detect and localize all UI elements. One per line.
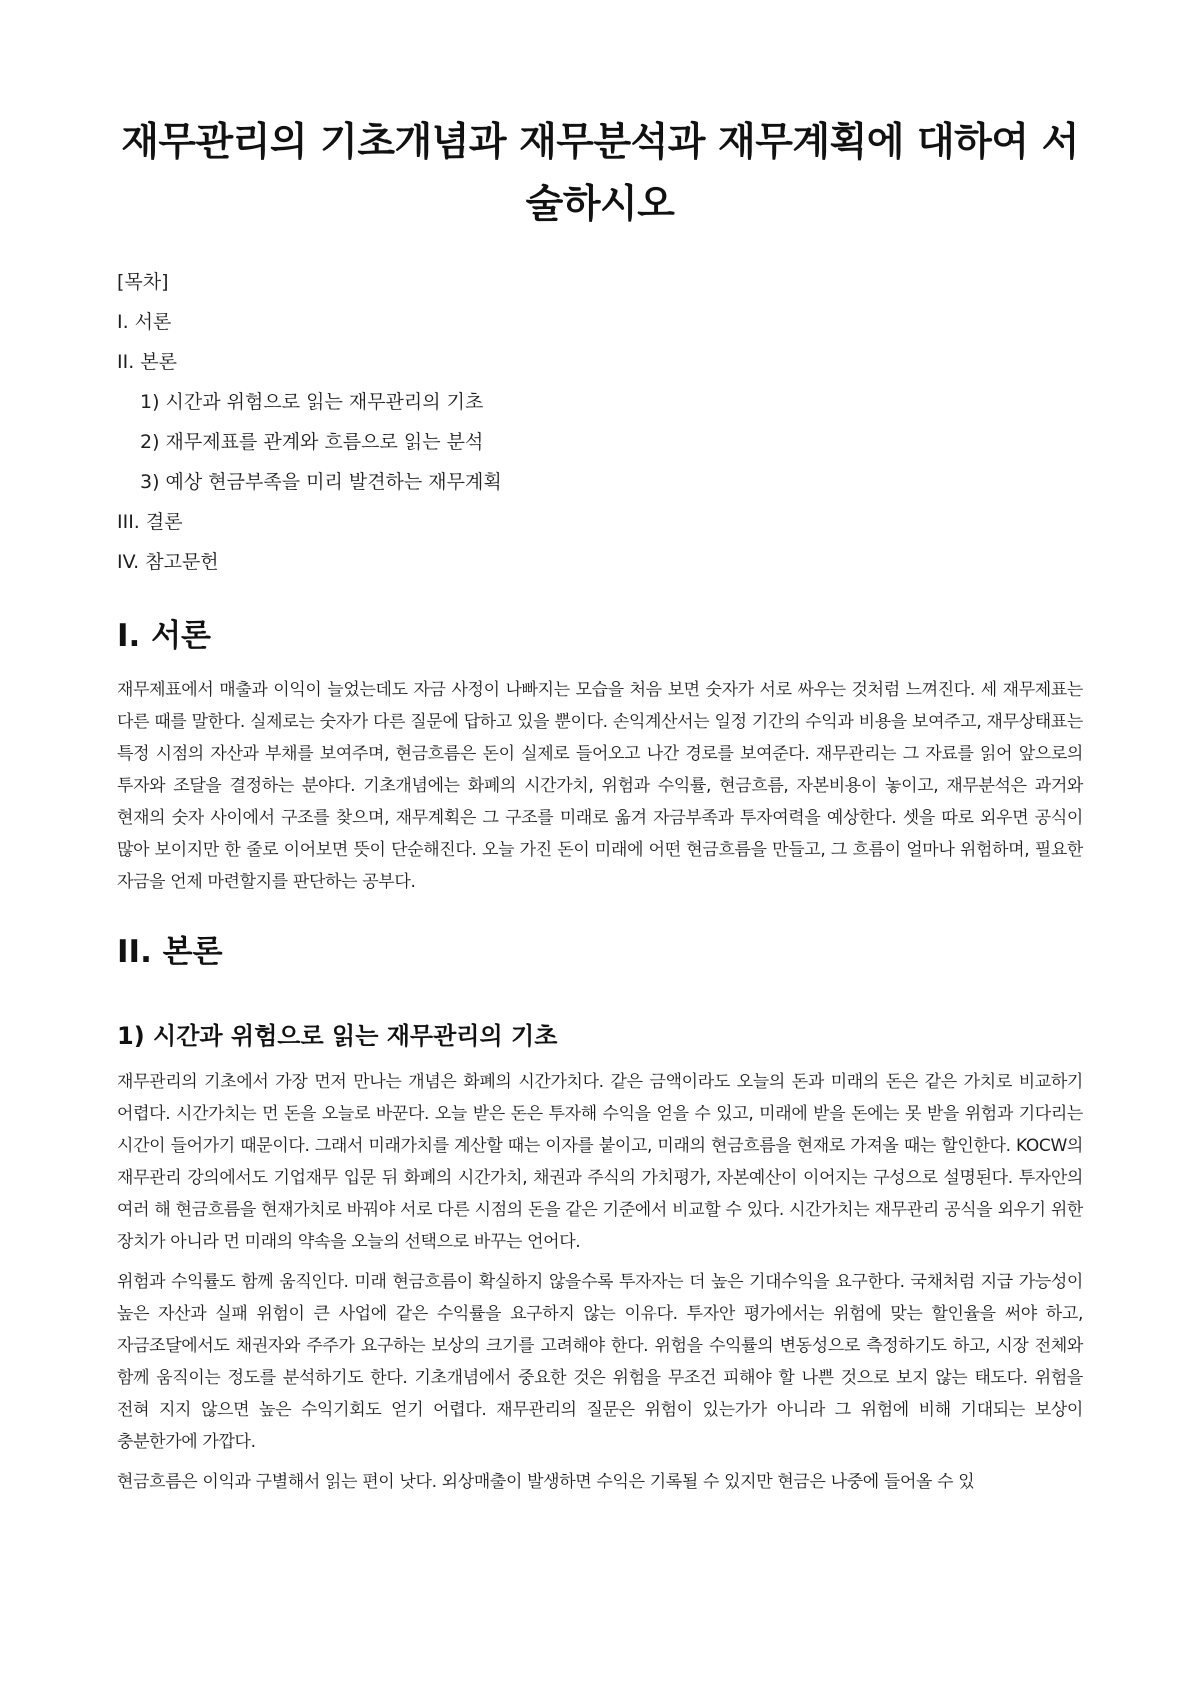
body-paragraph: 재무관리의 기초에서 가장 먼저 만나는 개념은 화폐의 시간가치다. 같은 금액이라도 오늘의 돈과 미래의 돈은 같은 가치로 비교하기 어렵다. 시간가치는 먼 돈을 오늘로 바꾼다. 오늘 받은 돈은 투자해 수익을 얻을 수 있고, 미래에 받을 돈에는 못 받을 위험과 기다리는 시간이 들어가기 때문이다. 그래서 미래가치를 계산할 때는 이자를 붙이고, 미래의 현금흐름을 현재로 가져올 때는 할인한다. KOCW의 재무관리 강의에서도 기업재무 입문 뒤 화폐의 시간가치, 채권과 주식의 가치평가, 자본예산이 이어지는 구성으로 설명된다. 투자안의 여러 해 현금흐름을 현재가치로 바꿔야 서로 다른 시점의 돈을 같은 기준에서 비교할 수 있다. 시간가치는 재무관리 공식을 외우기 위한 장치가 아니라 먼 미래의 약속을 오늘의 선택으로 바꾸는 언어다. [117,1072,1083,1252]
body-paragraph: 현금흐름은 이익과 구별해서 읽는 편이 낫다. 외상매출이 발생하면 수익은 기록될 수 있지만 현금은 나중에 들어올 수 있 [117,1472,975,1492]
toc-item-body-1: 1) 시간과 위험으로 읽는 재무관리의 기초 [140,391,484,413]
toc-item-conclusion: III. 결론 [117,511,183,533]
toc-item-references: IV. 참고문헌 [117,551,219,573]
section-heading-introduction: I. 서론 [117,618,211,654]
intro-paragraph: 재무제표에서 매출과 이익이 늘었는데도 자금 사정이 나빠지는 모습을 처음 보면 숫자가 서로 싸우는 것처럼 느껴진다. 세 재무제표는 다른 때를 말한다. 실제로는 숫자가 다른 질문에 답하고 있을 뿐이다. 손익계산서는 일정 기간의 수익과 비용을 보여주고, 재무상태표는 특정 시점의 자산과 부채를 보여주며, 현금흐름은 돈이 실제로 들어오고 나간 경로를 보여준다. 재무관리는 그 자료를 읽어 앞으로의 투자와 조달을 결정하는 분야다. 기초개념에는 화폐의 시간가치, 위험과 수익률, 현금흐름, 자본비용이 놓이고, 재무분석은 과거와 현재의 숫자 사이에서 구조를 찾으며, 재무계획은 그 구조를 미래로 옮겨 자금부족과 투자여력을 예상한다. 셋을 따로 외우면 공식이 많아 보이지만 한 줄로 이어보면 뜻이 단순해진다. 오늘 가진 돈이 미래에 어떤 현금흐름을 만들고, 그 흐름이 얼마나 위험하며, 필요한 자금을 언제 마련할지를 판단하는 공부다. [117,680,1083,892]
toc-item-body-3: 3) 예상 현금부족을 미리 발견하는 재무계획 [140,471,502,493]
toc-item-introduction: I. 서론 [117,311,172,333]
toc-item-body-2: 2) 재무제표를 관계와 흐름으로 읽는 분석 [140,431,484,453]
toc-heading: [목차] [117,271,169,293]
document-title: 재무관리의 기초개념과 재무분석과 재무계획에 대하여 서술하시오 [121,120,1079,227]
subsection-heading-1: 1) 시간과 위험으로 읽는 재무관리의 기초 [117,1022,558,1050]
toc-item-body: II. 본론 [117,351,177,373]
introduction-content [117,674,1083,898]
body-paragraph: 위험과 수익률도 함께 움직인다. 미래 현금흐름이 확실하지 않을수록 투자자는 더 높은 기대수익을 요구한다. 국채처럼 지급 가능성이 높은 자산과 실패 위험이 큰 사업에 같은 수익률을 요구하지 않는 이유다. 투자안 평가에서는 위험에 맞는 할인율을 써야 하고, 자금조달에서도 채권자와 주주가 요구하는 보상의 크기를 고려해야 한다. 위험을 수익률의 변동성으로 측정하기도 하고, 시장 전체와 함께 움직이는 정도를 분석하기도 한다. 기초개념에서 중요한 것은 위험을 무조건 피해야 할 나쁜 것으로 보지 않는 태도다. 위험을 전혀 지지 않으면 높은 수익기회도 얻기 어렵다. 재무관리의 질문은 위험이 있는가가 아니라 그 위험에 비해 기대되는 보상이 충분한가에 가깝다. [117,1272,1083,1452]
section-heading-body: II. 본론 [117,934,223,970]
table-of-contents [117,262,1083,582]
